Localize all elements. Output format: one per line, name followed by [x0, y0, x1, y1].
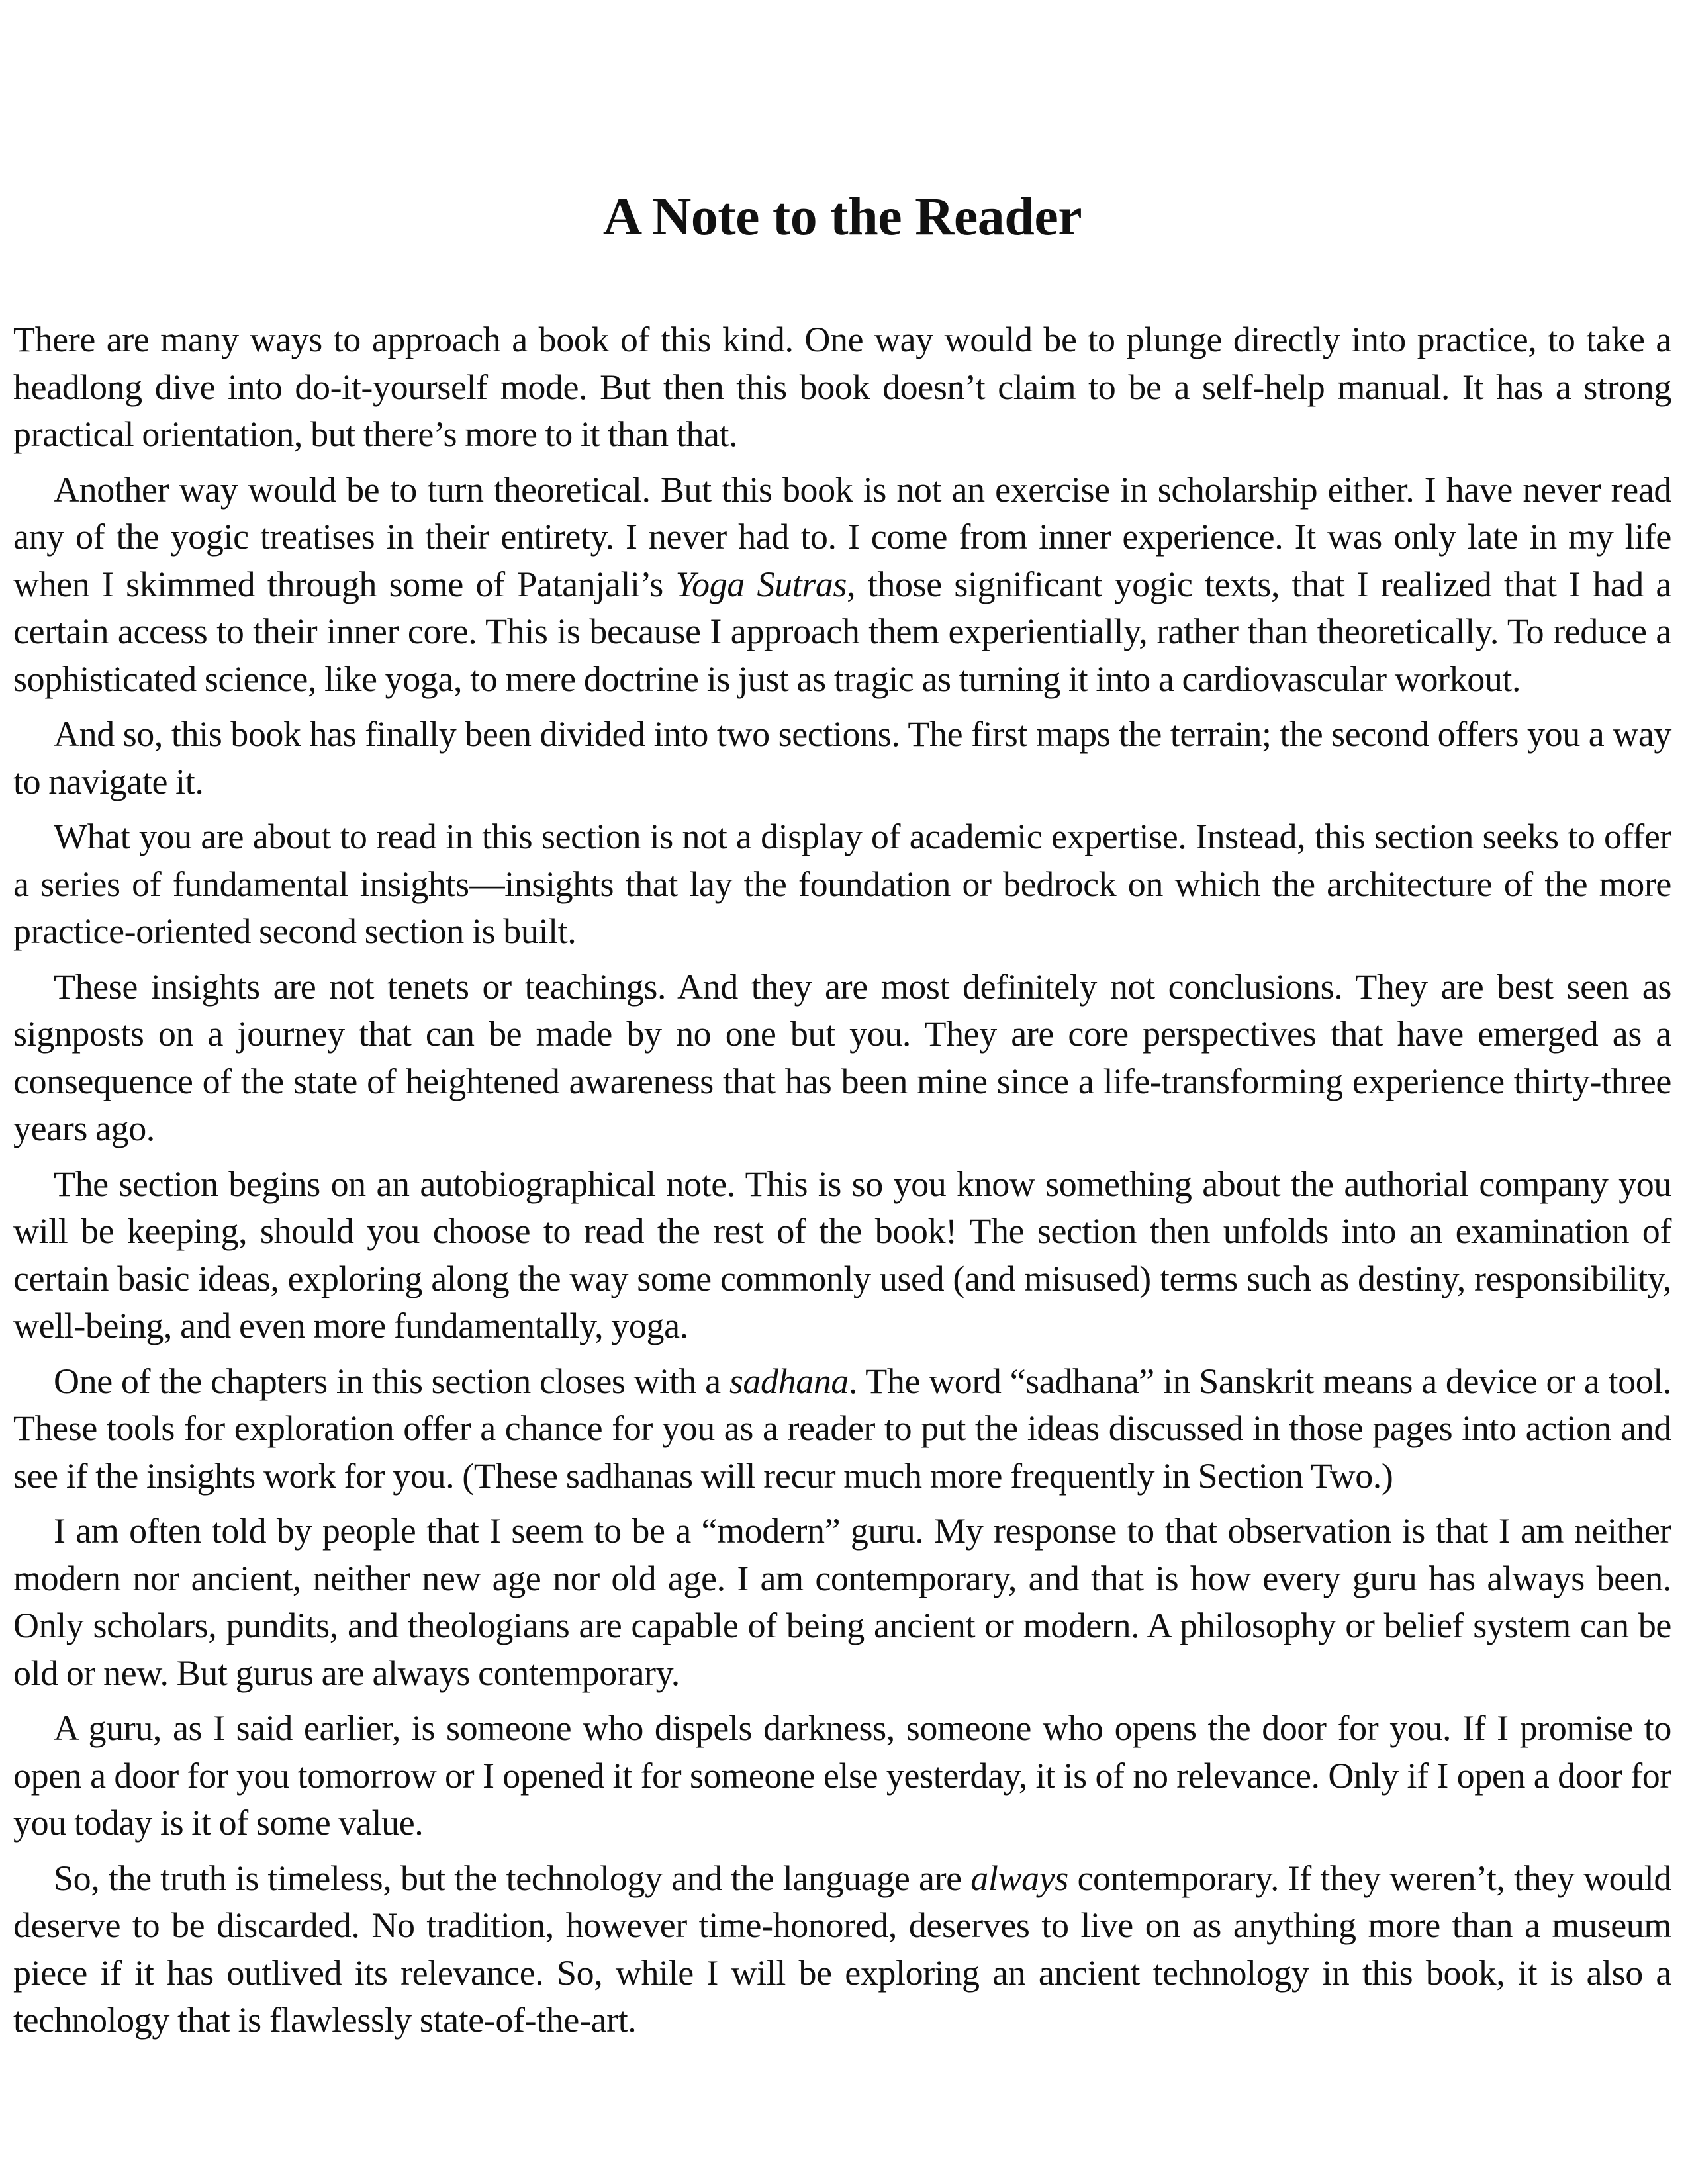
paragraph-5 [13, 964, 1671, 1153]
paragraph-3 [13, 711, 1671, 805]
paragraph-7 [13, 1358, 1671, 1500]
paragraph-text: , those significant yogic texts, that I realized that I had a certain access to their inner core. This is because I approach them experientially, rather than theoretically. To reduce a sophisticated science, like yoga, to mere doctrine is just as tragic as turning it into a cardiovascular workout. [13, 564, 1671, 699]
paragraph-4 [13, 813, 1671, 956]
paragraph-2 [13, 467, 1671, 704]
paragraph-text: One of the chapters in this section closes with a [54, 1361, 729, 1401]
chapter-title: A Note to the Reader [602, 186, 1082, 246]
italic-title-yoga-sutras: Yoga Sutras [675, 564, 847, 604]
paragraph-6 [13, 1161, 1671, 1350]
paragraph-10 [13, 1855, 1671, 2044]
paragraph-text: A guru, as I said earlier, is someone who dispels darkness, someone who opens the door for you. If I promise to open a door for you tomorrow or I opened it for someone else yesterday, it is of no relevance. Only if I open a door for you today is it of some value. [13, 1708, 1671, 1843]
paragraph-9 [13, 1705, 1671, 1847]
book-page [13, 0, 1671, 2052]
italic-emphasis-always: always [970, 1858, 1068, 1898]
italic-term-sadhana: sadhana [729, 1361, 849, 1401]
paragraph-text: There are many ways to approach a book of this kind. One way would be to plunge directly into practice, to take a headlong dive into do-it-yourself mode. But then this book doesn’t claim to be a self-help manual. It has a strong practical orientation, but there’s more to it than that. [13, 320, 1671, 454]
paragraph-text: What you are about to read in this section is not a display of academic expertise. Instead, this section seeks to offer a series of fundamental insights—insights that lay the foundation or bedrock on which the architecture of the more practice-oriented second section is built. [13, 817, 1671, 951]
paragraph-1 [13, 316, 1671, 459]
paragraph-text: contemporary. If they weren’t, they would deserve to be discarded. No tradition, however time-honored, deserves to live on as anything more than a museum piece if it has outlived its relevance. So, while I will be exploring an ancient technology in this book, it is also a technology that is flawlessly state-of-the-art. [13, 1858, 1671, 2040]
paragraph-text: So, the truth is timeless, but the technology and the language are [54, 1858, 971, 1898]
paragraph-text: Another way would be to turn theoretical. But this book is not an exercise in scholarship either. I have never read any of the yogic treatises in their entirety. I never had to. I come from inner experience. It was only late in my life when I skimmed through some of Patanjali’s [13, 469, 1671, 604]
paragraph-8 [13, 1508, 1671, 1697]
chapter-body [13, 316, 1671, 2044]
paragraph-text: These insights are not tenets or teachings. And they are most definitely not conclusions. They are best seen as signposts on a journey that can be made by no one but you. They are core perspectives that have emerged as a consequence of the state of heightened awareness that has been mine since a life-transforming experience thirty-three years ago. [13, 966, 1671, 1148]
paragraph-text: . The word “sadhana” in Sanskrit means a device or a tool. These tools for exploration offer a chance for you as a reader to put the ideas discussed in those pages into action and see if the insights work for you. (These sadhanas will recur much more frequently in Section Two.) [13, 1361, 1671, 1496]
paragraph-text: The section begins on an autobiographical note. This is so you know something about the authorial company you will be keeping, should you choose to read the rest of the book! The section then unfolds into an examination of certain basic ideas, exploring along the way some commonly used (and misused) terms such as destiny, responsibility, well-being, and even more fundamentally, yoga. [13, 1163, 1671, 1345]
paragraph-text: And so, this book has finally been divided into two sections. The first maps the terrain; the second offers you a way to navigate it. [13, 714, 1671, 801]
paragraph-text: I am often told by people that I seem to be a “modern” guru. My response to that observation is that I am neither modern nor ancient, neither new age nor old age. I am contemporary, and that is how every guru has always been. Only scholars, pundits, and theologians are capable of being ancient or modern. A philosophy or belief system can be old or new. But gurus are always contemporary. [13, 1511, 1671, 1693]
